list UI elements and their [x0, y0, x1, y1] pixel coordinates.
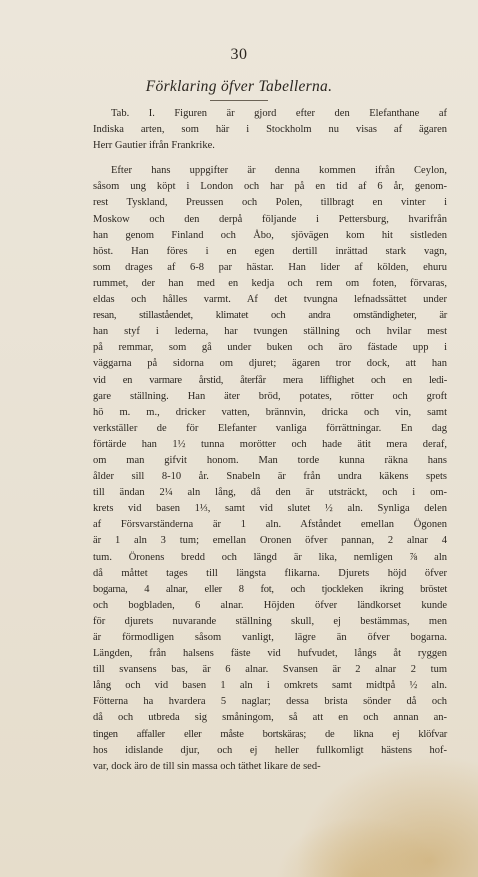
text-line: hö m. m., dricker vatten, brännvin, dricka och vin, samt: [93, 406, 447, 418]
text-line: är 1 aln 3 tum; emellan Oronen öfver pannan, 2 alnar 4: [93, 535, 447, 547]
text-line: Moskow och den derpå följande i Pettersburg, hvarifrån: [93, 213, 447, 225]
text-line: krets vid basen 1⅓, samt vid slutet ½ aln. Synliga delen: [93, 503, 447, 515]
text-line: då och utbreda sig småningom, så att en och annan an-: [93, 712, 447, 724]
text-line: han styf i lederna, har tvungen ställning och hvilar mest: [93, 326, 447, 338]
text-line: höst. Han föres i en egen dertill inrättad stark vagn,: [93, 245, 447, 257]
paragraph: [93, 163, 447, 775]
text-line: han genom Finland och Åbo, sjövägen kom hit sistleden: [93, 229, 447, 241]
text-line: ålder sill 8-10 år. Snabeln är från undra käkens spets: [93, 471, 447, 483]
text-line: verkställer de för Elefanter vanliga förrättningar. En dag: [93, 422, 447, 434]
section-heading: Förklaring öfver Tabellerna.: [145, 78, 333, 95]
text-line: bogarna, 4 alnar, eller 8 fot, och tjockleken ikring bröstet: [93, 583, 447, 595]
text-line: rummet, der han med en kedja och rem om foten, förvaras,: [93, 277, 447, 289]
text-line: tum. Öronens bredd och längd är lika, nemligen ⅞ aln: [93, 551, 447, 563]
text-line: var, dock äro de till sin massa och täthet likare de sed-: [93, 760, 321, 772]
page-number: 30: [230, 46, 248, 63]
text-line: Fötterna ha hvardera 5 naglar; dessa brista sönder då och: [93, 696, 447, 708]
text-line: vid en varmare årstid, återfår mera lifflighet och en ledi-: [93, 374, 447, 386]
text-line: resan, stillaståendet, klimatet och andra omständigheter, är: [93, 310, 447, 322]
text-line: Indiska arten, som här i Stockholm nu visas af ägaren: [93, 124, 447, 136]
text-line: som drages af 6-8 par hästar. Han lider af kölden, ehuru: [93, 261, 447, 273]
text-line: till ändan 2¼ aln lång, då den är utsträckt, och i om-: [93, 487, 447, 499]
text-line: Längden, från halsens fäste vid hufvudet, långs åt ryggen: [93, 648, 447, 660]
text-line: förtärde han 1½ tunna morötter och hade ätit mera deraf,: [93, 438, 447, 450]
text-line: om man gifvit honom. Man torde kunna räkna hans: [93, 454, 447, 466]
text-line: Efter hans uppgifter är denna kommen ifrån Ceylon,: [111, 165, 447, 177]
text-line: är förmodligen såsom vanligt, lägre än öfver bogarna.: [93, 632, 447, 643]
text-line: såsom ung köpt i London och har på en tid af 6 år, genom-: [93, 181, 447, 193]
text-line: och bogbladen, 6 alnar. Höjden öfver ländkorset kunde: [93, 599, 447, 611]
text-line: Herr Gautier ifrån Frankrike.: [93, 140, 215, 152]
text-line: då måttet tages till längsta flikarna. Djurets höjd öfver: [93, 567, 447, 579]
paragraph: [93, 106, 447, 154]
text-line: gare ställning. Han äter bröd, potates, rötter och groft: [93, 390, 447, 402]
text-line: eldas och hålles varmt. Af det tvungna lefnadssättet under: [93, 294, 447, 306]
text-line: väggarna på sidorna om djuret; ägaren tror dock, att han: [93, 358, 447, 370]
text-line: af Försvarständerna är 1 aln. Afståndet emellan Ögonen: [93, 519, 447, 531]
text-line: rest Tyskland, Preussen och Polen, tillbragt en vinter i: [93, 197, 447, 209]
text-line: Tab. I. Figuren är gjord efter den Elefanthane af: [111, 108, 447, 119]
text-line: lång och vid basen 1 aln i omkrets samt midtpå ½ aln.: [93, 680, 447, 692]
body-text: [93, 106, 447, 775]
text-line: tingen affaller eller måste bortskäras; de likna ej klöfvar: [93, 728, 447, 740]
heading-rule: [210, 100, 268, 101]
text-line: hos idislande djur, och ej heller fullkomligt hästens hof-: [93, 744, 447, 756]
text-line: till svansens bas, är 6 alnar. Svansen är 2 alnar 2 tum: [93, 664, 447, 676]
text-line: på remmar, som gå under buken och äro fästade upp i: [93, 342, 447, 354]
text-line: för djurets nuvarande ställning skull, ej bestämmas, men: [93, 615, 447, 627]
